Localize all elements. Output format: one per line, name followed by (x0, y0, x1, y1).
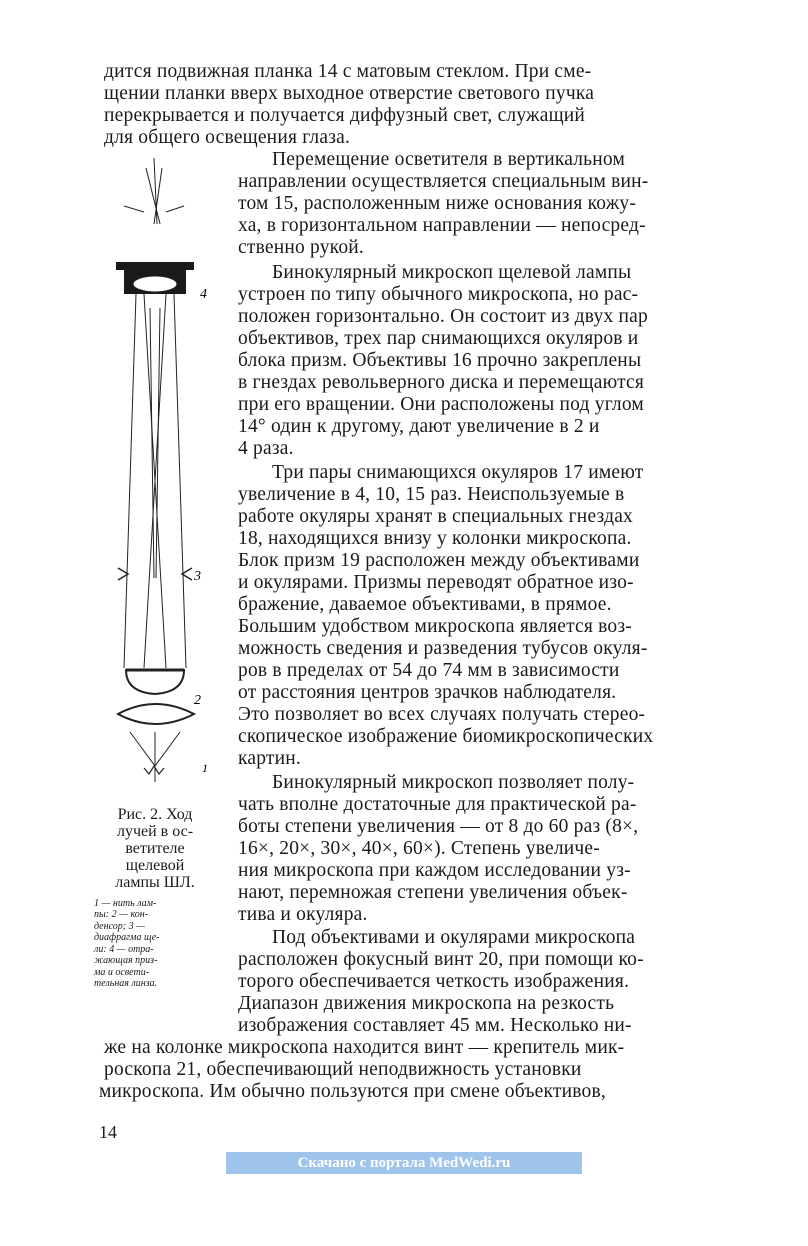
text-line: Большим удобством микроскопа является воз- (238, 616, 632, 637)
figure-label: 3 (194, 569, 201, 584)
text-line: боты степени увеличения — от 8 до 60 раз (8×, (238, 816, 639, 837)
ray-line (130, 732, 155, 766)
figure-caption: ветителе (125, 840, 185, 857)
figure-label: 1 (202, 761, 208, 775)
figure-caption: лампы ШЛ. (115, 874, 195, 891)
text-line: в гнездах револьверного диска и перемещаются (238, 372, 645, 393)
text-line: 14° один к другому, дают увеличение в 2 и (238, 416, 600, 437)
text-line: изображения составляет 45 мм. Несколько ни- (238, 1015, 632, 1036)
text-line: Блок призм 19 расположен между объективами (238, 550, 640, 571)
figure-legend: ма и освети- (94, 967, 150, 978)
figure-legend: тельная линза. (94, 978, 158, 989)
figure-legend: ли: 4 — отра- (94, 944, 154, 955)
text-line: тива и окуляра. (238, 904, 368, 925)
text-line: устроен по типу обычного микроскопа, но рас- (238, 284, 639, 305)
slit-line (166, 206, 184, 212)
text-line: 4 раза. (238, 438, 294, 459)
figure-caption: лучей в ос- (116, 823, 194, 840)
ray-line (174, 294, 186, 668)
text-line: для общего освещения глаза. (104, 127, 351, 148)
text-line: Это позволяет во всех случаях получать стерео- (238, 704, 646, 725)
text-line: ров в пределах от 54 до 74 мм в зависимости (238, 660, 620, 681)
text-line: Бинокулярный микроскоп щелевой лампы (272, 262, 632, 283)
text-line: Под объективами и окулярами микроскопа (272, 927, 636, 948)
text-line: увеличение в 4, 10, 15 раз. Неиспользуемые в (238, 484, 625, 505)
text-line: 16×, 20×, 30×, 40×, 60×). Степень увеличе- (238, 838, 600, 859)
figure-label: 2 (194, 693, 201, 708)
text-line: картин. (238, 748, 301, 769)
text-line: дится подвижная планка 14 с матовым стеклом. При сме- (104, 61, 592, 82)
page-number: 14 (99, 1122, 117, 1142)
text-line: нают, перемножая степени увеличения объек- (238, 882, 628, 903)
text-line: чать вполне достаточные для практической ра- (238, 794, 637, 815)
text-line: роскопа 21, обеспечивающий неподвижность установки (104, 1059, 582, 1080)
text-line: микроскопа. Им обычно пользуются при смене объективов, (99, 1081, 606, 1102)
lens-shape (118, 704, 194, 724)
ray-line (124, 294, 136, 668)
text-line: бражение, даваемое объективами, в прямое. (238, 594, 612, 615)
figure-label: 4 (200, 287, 207, 302)
text-line: от расстояния центров зрачков наблюдателя. (238, 682, 617, 703)
text-line: щении планки вверх выходное отверстие светового пучка (104, 83, 595, 104)
text-line: работе окуляры хранят в специальных гнездах (238, 506, 634, 527)
text-line: можность сведения и разведения тубусов окуля- (238, 638, 648, 659)
text-line: же на колонке микроскопа находится винт — крепитель мик- (104, 1037, 625, 1058)
figure-legend: денсор; 3 — (94, 921, 145, 932)
figure-legend: диафрагма ще- (94, 932, 160, 943)
text-line: положен горизонтально. Он состоит из двух пар (238, 306, 648, 327)
text-line: ха, в горизонтальном направлении — непосред- (238, 215, 646, 236)
text-line: ния микроскопа при каждом исследовании уз- (238, 860, 631, 881)
text-line: Бинокулярный микроскоп позволяет полу- (272, 772, 635, 793)
figure-legend: 1 — нить лам- (94, 898, 157, 909)
text-line: объективов, трех пар снимающихся окуляров и (238, 328, 639, 349)
filament-mark (144, 766, 164, 774)
lens-shape (126, 670, 184, 694)
text-line: Три пары снимающихся окуляров 17 имеют (272, 462, 644, 483)
text-line: том 15, расположенным ниже основания кожу- (238, 193, 637, 214)
text-line: расположен фокусный винт 20, при помощи ко- (238, 949, 644, 970)
ray-line (155, 732, 180, 766)
figure-caption: Рис. 2. Ход (117, 806, 193, 823)
text-line: Перемещение осветителя в вертикальном (272, 149, 626, 170)
text-line: блока призм. Объективы 16 прочно закреплены (238, 350, 642, 371)
optical-diagram (104, 158, 234, 798)
text-line: ственно рукой. (238, 237, 365, 258)
slit-line (124, 206, 144, 212)
figure-legend: пы: 2 — кон- (94, 909, 149, 920)
figure-legend: жающая приз- (94, 955, 158, 966)
lens-shape (133, 276, 177, 292)
download-banner: Скачано с портала MedWedi.ru (226, 1152, 582, 1174)
text-line: перекрывается и получается диффузный свет, служащий (104, 105, 586, 126)
text-line: при его вращении. Они расположены под углом (238, 394, 644, 415)
text-line: скопическое изображение биомикроскопических (238, 726, 654, 747)
text-line: и окулярами. Призмы переводят обратное изо- (238, 572, 634, 593)
text-line: торого обеспечивается четкость изображения. (238, 971, 630, 992)
text-line: Диапазон движения микроскопа на резкость (238, 993, 615, 1014)
figure-caption: щелевой (125, 857, 185, 874)
text-line: 18, находящихся внизу у колонки микроскопа. (238, 528, 632, 549)
text-line: направлении осуществляется специальным вин- (238, 171, 649, 192)
